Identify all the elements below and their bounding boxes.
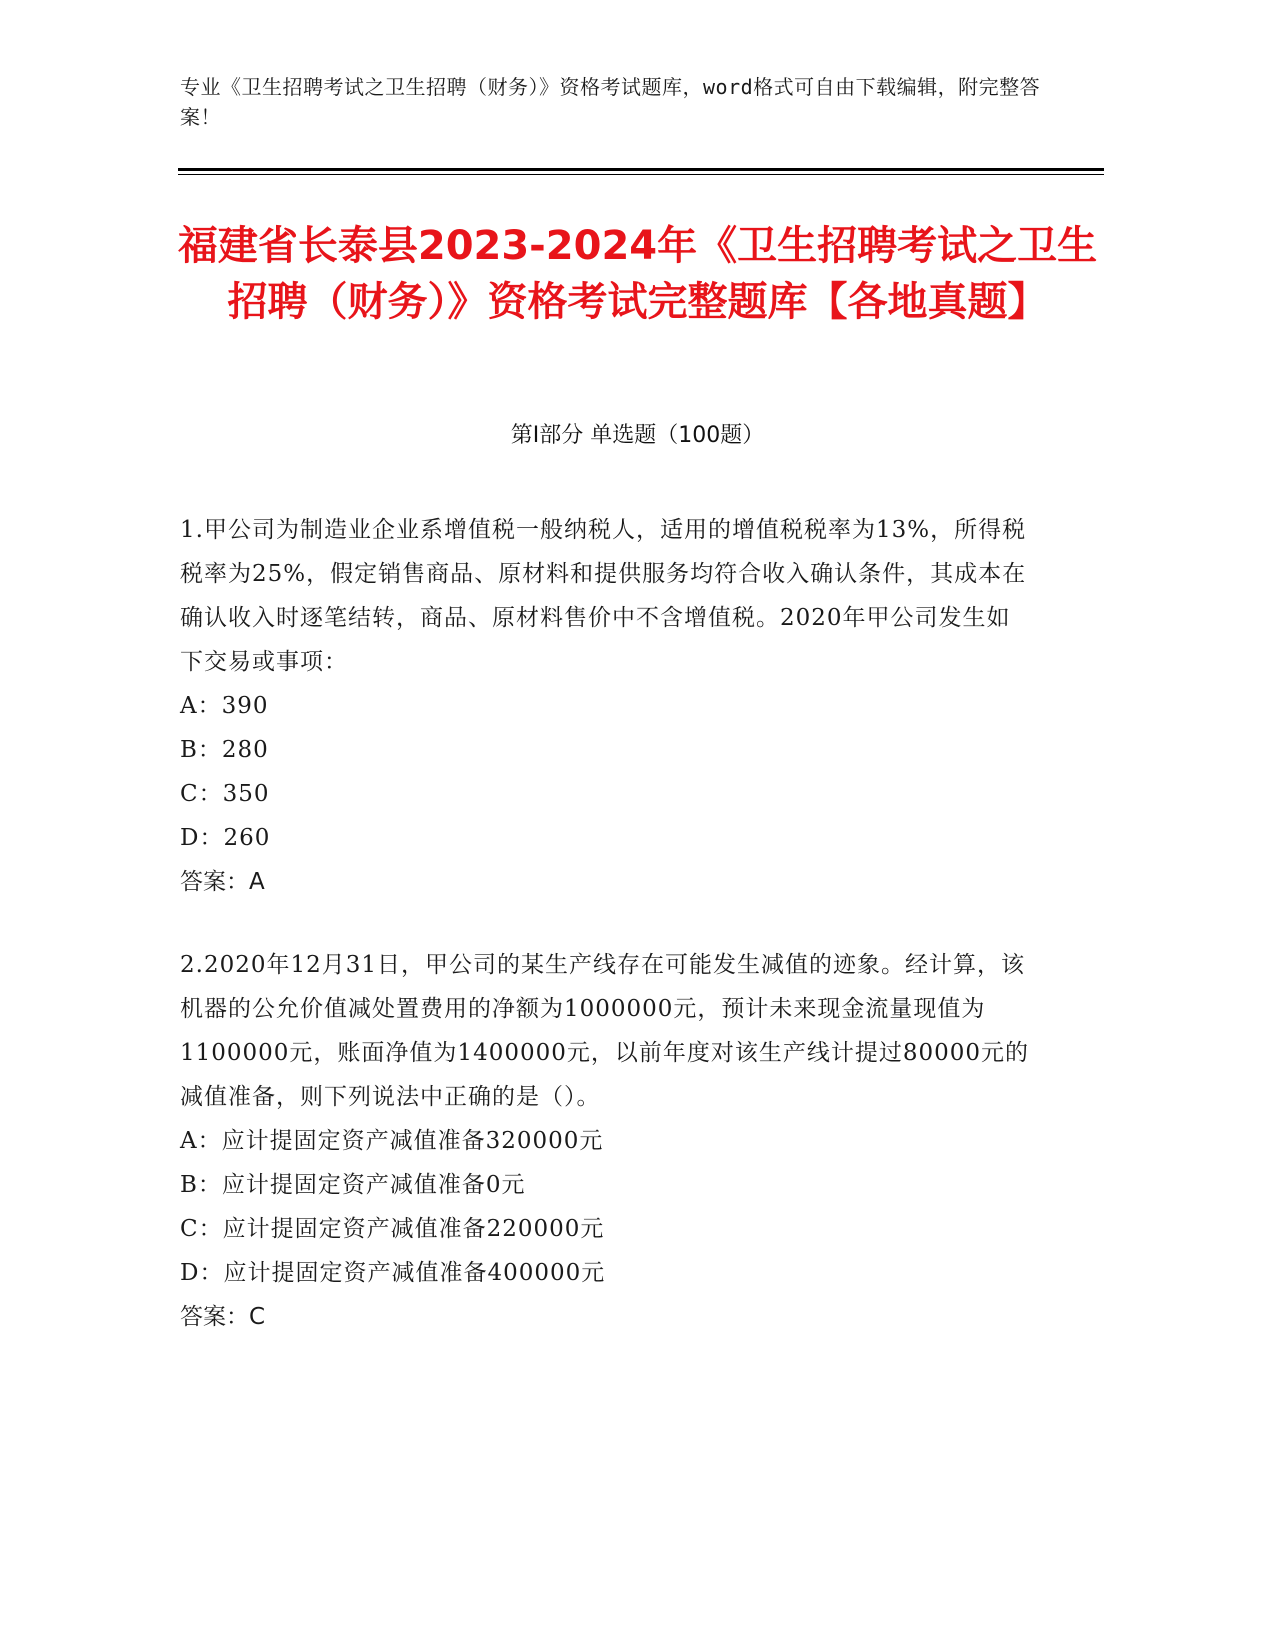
question-stem: 1.甲公司为制造业企业系增值税一般纳税人，适用的增值税税率为13%，所得税税率为25%，假定销售商品、原材料和提供服务均符合收入确认条件，其成本在确认收入时逐笔结转，商品、原材料售价中不含增值税。2020年甲公司发生如下交易或事项： — [180, 517, 1027, 675]
header-rule-thin — [178, 174, 1104, 175]
question-stem: 2.2020年12月31日，甲公司的某生产线存在可能发生减值的迹象。经计算，该机器的公允价值减处置费用的净额为1000000元，预计未来现金流量现值为1100000元，账面净值为1400000元，以前年度对该生产线计提过80000元的减值准备，则下列说法中正确的是（）。 — [180, 952, 1030, 1110]
option-text: 应计提固定资产减值准备320000元 — [221, 1128, 604, 1154]
option-text: 280 — [221, 737, 269, 763]
option-key: C： — [180, 1216, 223, 1242]
option-key: B： — [180, 1172, 222, 1198]
question-2 — [180, 943, 1030, 1339]
option-text: 390 — [221, 693, 269, 719]
section-heading: 第I部分 单选题（100题） — [510, 423, 765, 448]
option-b — [180, 728, 1030, 772]
option-text: 350 — [222, 781, 270, 807]
option-a — [180, 1119, 1030, 1163]
header-rule-thick — [178, 168, 1104, 171]
option-text: 应计提固定资产减值准备220000元 — [222, 1216, 605, 1242]
option-d — [180, 816, 1030, 860]
answer-line: 答案：C — [180, 1304, 266, 1330]
option-a — [180, 684, 1030, 728]
option-text: 应计提固定资产减值准备0元 — [221, 1172, 526, 1198]
option-d — [180, 1251, 1030, 1295]
option-key: A： — [180, 693, 222, 719]
question-1 — [180, 508, 1030, 904]
document-title: 福建省长泰县2023-2024年《卫生招聘考试之卫生招聘（财务）》资格考试完整题库【各地真题】 — [177, 223, 1098, 325]
option-key: D： — [180, 1260, 224, 1286]
header-note: 专业《卫生招聘考试之卫生招聘（财务）》资格考试题库，word格式可自由下载编辑，附完整答案！ — [180, 75, 1041, 129]
option-c — [180, 772, 1030, 816]
option-key: B： — [180, 737, 222, 763]
option-b — [180, 1163, 1030, 1207]
option-key: C： — [180, 781, 223, 807]
answer-line: 答案：A — [180, 869, 265, 895]
option-key: D： — [180, 825, 224, 851]
option-key: A： — [180, 1128, 222, 1154]
option-text: 260 — [223, 825, 271, 851]
option-c — [180, 1207, 1030, 1251]
option-text: 应计提固定资产减值准备400000元 — [223, 1260, 606, 1286]
